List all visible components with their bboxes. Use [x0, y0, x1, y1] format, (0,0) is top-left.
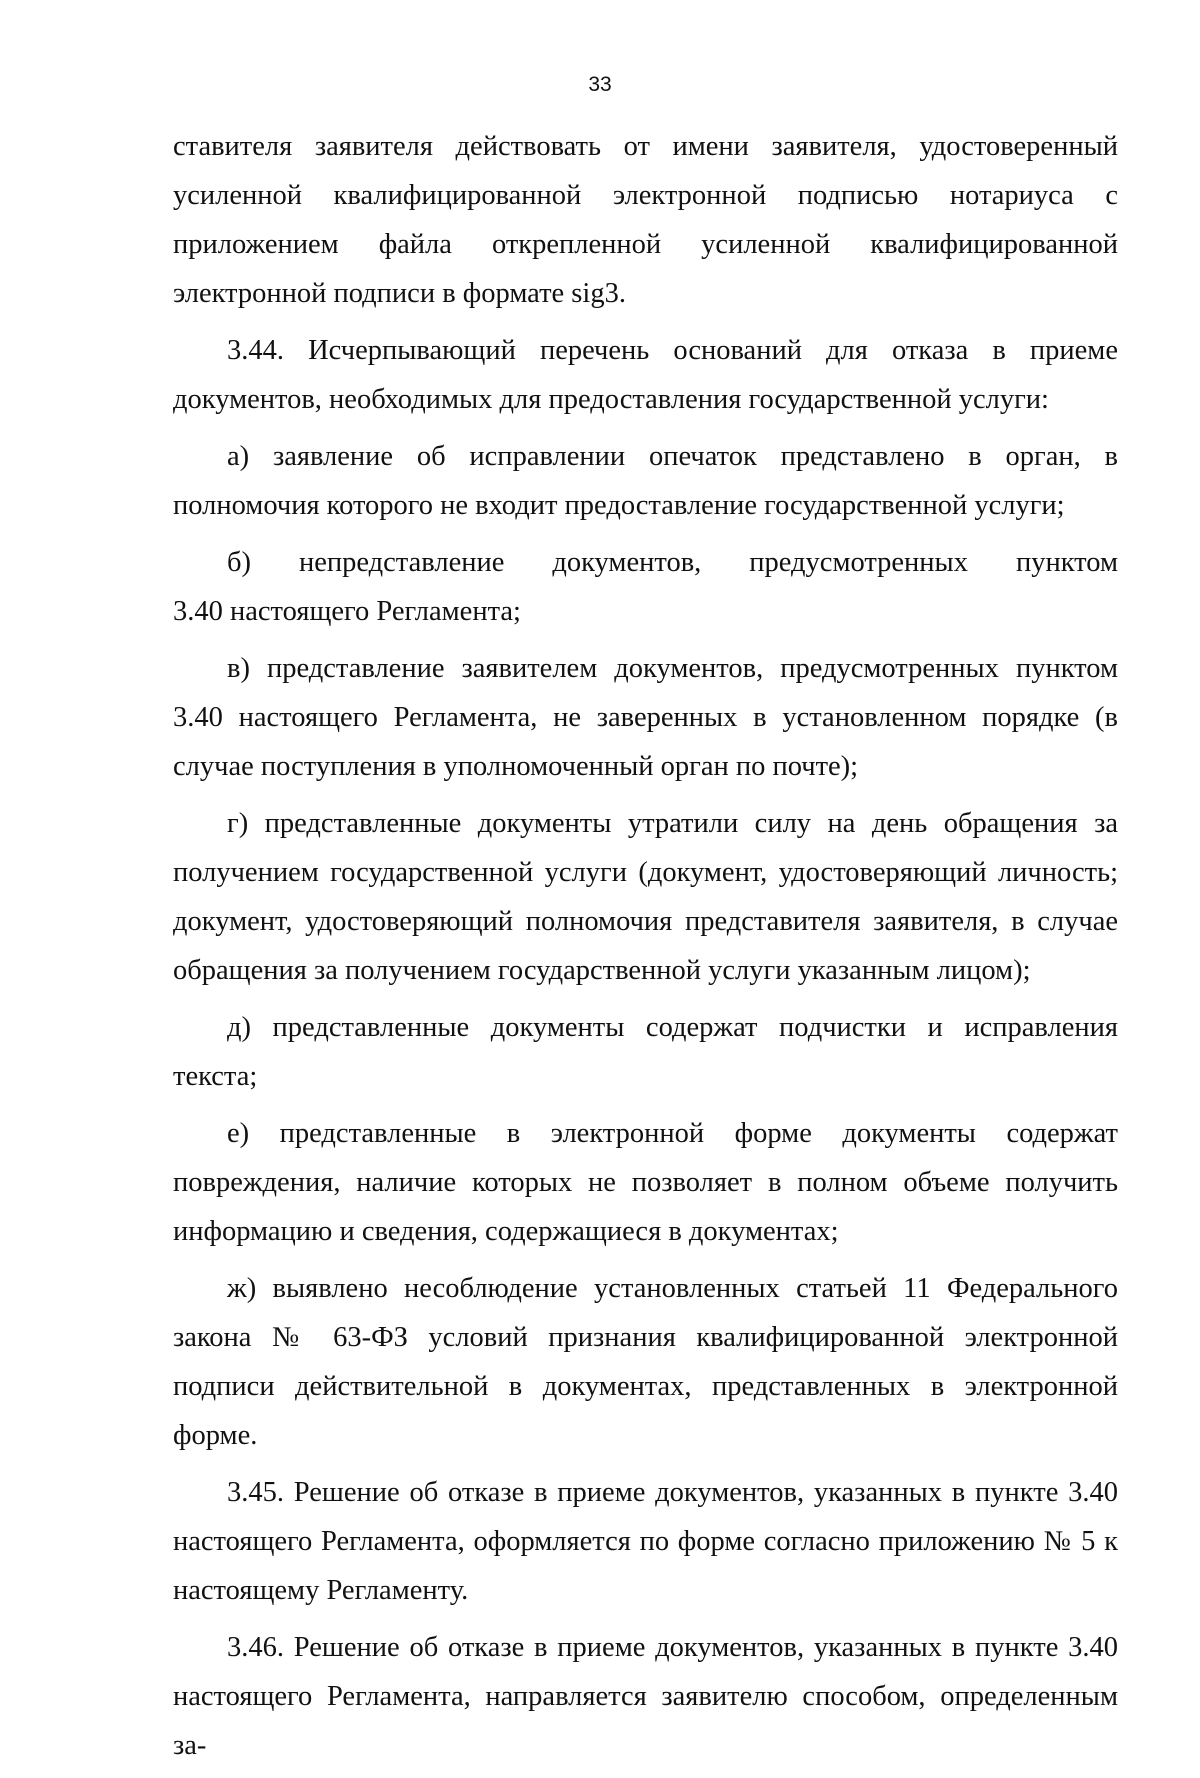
list-item-e: е) представленные в электронной форме документы содержат повреждения, наличие которых не позволяет в полном объеме получить информацию и сведения, содержащиеся в документах;: [173, 1118, 1118, 1247]
list-item-b-continuation: 3.40 настоящего Регламента;: [173, 596, 521, 627]
page-number: 33: [588, 73, 612, 96]
list-item-d: д) представленные документы содержат подчистки и исправления текста;: [173, 1012, 1118, 1092]
list-item-g: г) представленные документы утратили силу на день обращения за получением государственной услуги (документ, удостоверяющий личность; документ, удостоверяющий полномочия представителя заявителя, в случае обращения за получением государственной услуги указанным лицом);: [173, 808, 1118, 986]
paragraph-3-46: 3.46. Решение об отказе в приеме документов, указанных в пункте 3.40 настоящего Регламента, направляется заявителю способом, определенным за-: [173, 1632, 1118, 1761]
list-item-b: б) непредставление документов, предусмотренных пунктом: [227, 547, 1118, 578]
list-item-v: в) представление заявителем документов, предусмотренных пунктом 3.40 настоящего Регламента, не заверенных в установленном порядке (в случае поступления в уполномоченный орган по почте);: [173, 653, 1118, 782]
paragraph-3-44: 3.44. Исчерпывающий перечень оснований для отказа в приеме документов, необходимых для предоставления государственной услуги:: [173, 335, 1118, 415]
paragraph-3-45: 3.45. Решение об отказе в приеме документов, указанных в пункте 3.40 настоящего Регламента, оформляется по форме согласно приложению № 5 к настоящему Регламенту.: [173, 1477, 1118, 1606]
list-item-a: а) заявление об исправлении опечаток представлено в орган, в полномочия которого не входит предоставление государственной услуги;: [173, 441, 1118, 521]
document-body: [173, 122, 1118, 1778]
paragraph-continuation: ставителя заявителя действовать от имени заявителя, удостоверенный усиленной квалифицированной электронной подписью нотариуса с приложением файла открепленной усиленной квалифицированной электронной подписи в формате sig3.: [173, 131, 1118, 309]
list-item-zh: ж) выявлено несоблюдение установленных статьей 11 Федерального закона № 63-ФЗ условий признания квалифицированной электронной подписи действительной в документах, представленных в электронной форме.: [173, 1273, 1118, 1451]
